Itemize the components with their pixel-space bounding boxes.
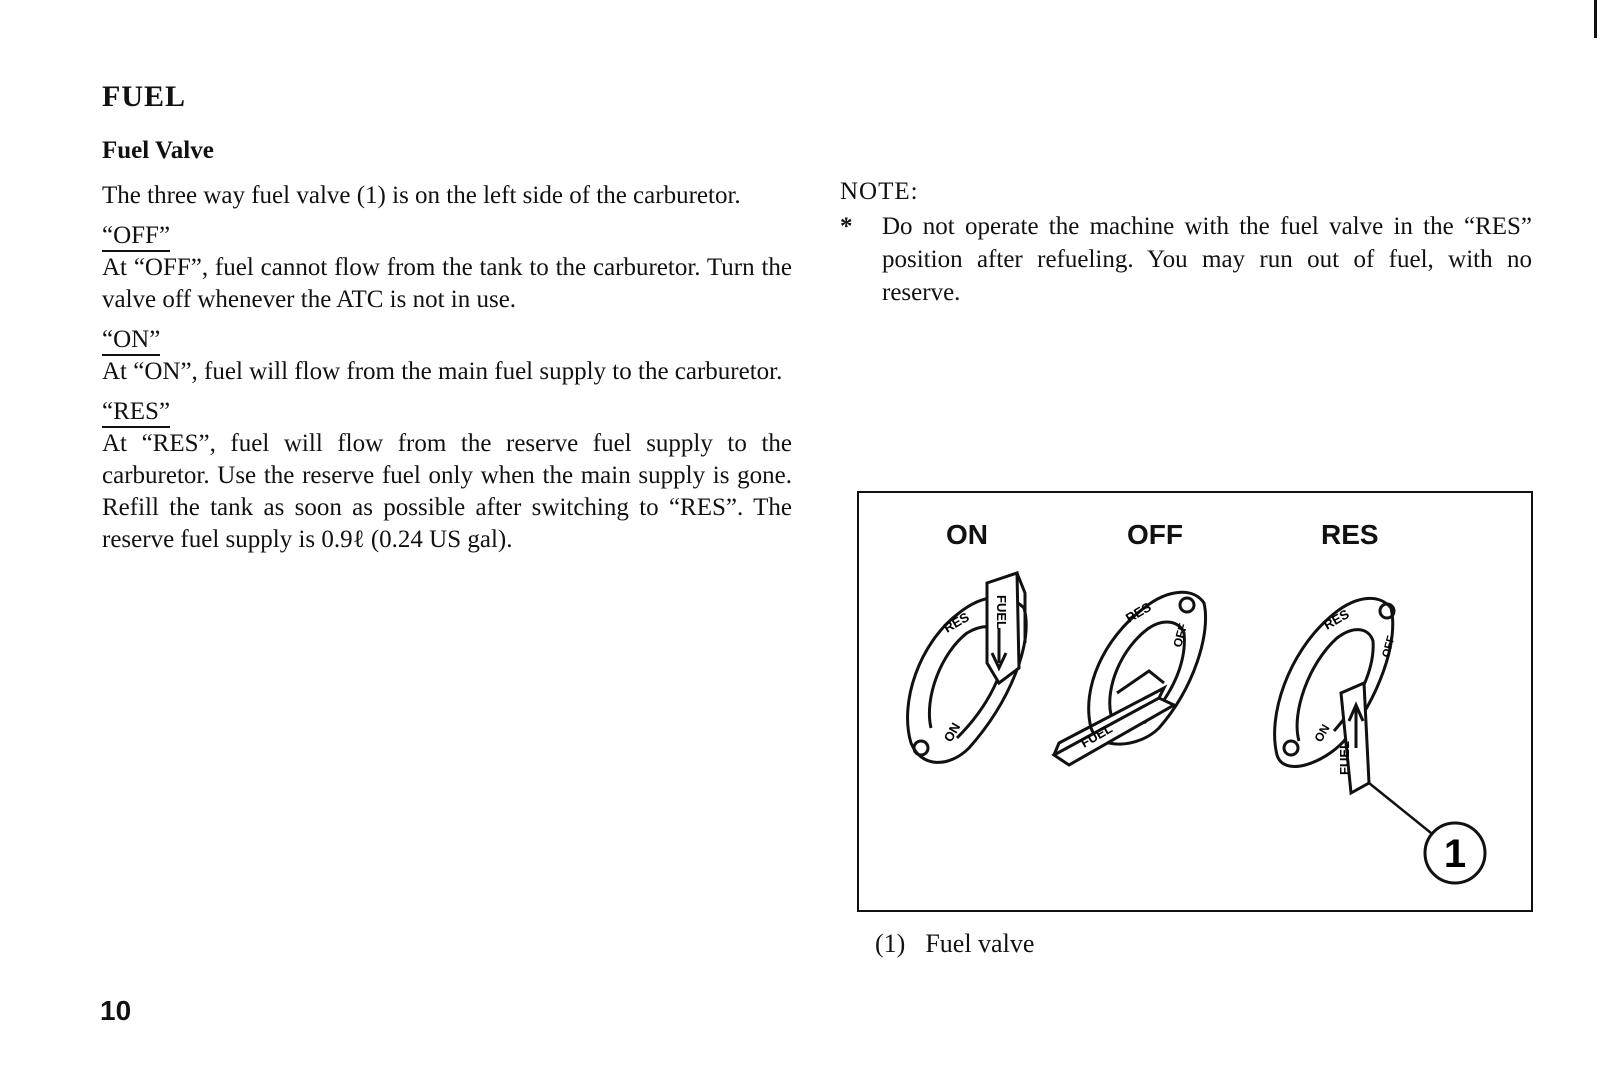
position-on bbox=[102, 324, 792, 388]
fuel-valve-figure bbox=[857, 491, 1533, 912]
note-label: NOTE: bbox=[840, 178, 919, 205]
position-res bbox=[102, 396, 792, 556]
valve-res-on-text: ON bbox=[1311, 721, 1333, 745]
valve-on-on-text: ON bbox=[940, 720, 964, 745]
position-label-res: “RES” bbox=[102, 398, 170, 428]
fuel-valve-illustration bbox=[859, 493, 1531, 910]
caption-number: (1) bbox=[875, 929, 906, 958]
position-text-res: At “RES”, fuel will flow from the reserve fuel supply to the carburetor. Use the reserve fuel only when the main supply is gone. Refill the tank as soon as possible after switching to “RES”. The reserve fuel supply is 0.9ℓ (0.24 US gal). bbox=[102, 430, 792, 553]
caption-text: Fuel valve bbox=[925, 929, 1035, 958]
valve-off-lever-text: FUEL bbox=[1078, 720, 1115, 751]
valve-off-res-text: RES bbox=[1123, 599, 1154, 626]
note-bullet: * bbox=[840, 213, 853, 240]
note-text: Do not operate the machine with the fuel valve in the “RES” position after refueling. You may run out of fuel, with no reserve. bbox=[882, 213, 1532, 306]
figure-label-off: OFF bbox=[1127, 519, 1183, 550]
callout-number: 1 bbox=[1443, 832, 1467, 876]
figure-caption bbox=[875, 929, 1034, 959]
position-off bbox=[102, 220, 792, 316]
valve-on-lever-text: FUEL bbox=[994, 595, 1009, 629]
scan-edge-mark bbox=[1594, 0, 1597, 38]
left-column bbox=[102, 180, 792, 556]
section-title: FUEL bbox=[102, 80, 187, 113]
figure-label-on: ON bbox=[946, 519, 988, 550]
valve-res-res-text: RES bbox=[1321, 606, 1352, 633]
valve-res-lever-text: FUEL bbox=[1337, 741, 1352, 775]
callout-leader-line bbox=[1369, 783, 1431, 833]
position-label-on: “ON” bbox=[102, 326, 160, 356]
position-text-on: At “ON”, fuel will flow from the main fuel supply to the carburetor. bbox=[102, 358, 783, 385]
subheading: Fuel Valve bbox=[102, 137, 214, 164]
page-number: 10 bbox=[100, 995, 132, 1026]
valve-res-off-text: OFF bbox=[1380, 634, 1398, 659]
position-label-off: “OFF” bbox=[102, 222, 170, 252]
valve-off-off-text: OFF bbox=[1170, 621, 1191, 649]
intro-paragraph: The three way fuel valve (1) is on the left side of the carburetor. bbox=[102, 182, 741, 209]
valve-on-res-text: RES bbox=[941, 609, 972, 636]
position-text-off: At “OFF”, fuel cannot flow from the tank to the carburetor. Turn the valve off whenever the ATC is not in use. bbox=[102, 254, 792, 313]
figure-label-res: RES bbox=[1321, 519, 1379, 550]
